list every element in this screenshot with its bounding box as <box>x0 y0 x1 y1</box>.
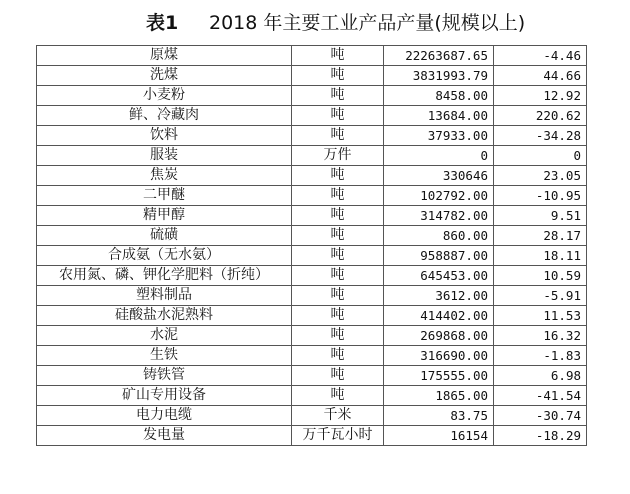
product-name-cell: 电力电缆 <box>37 406 292 426</box>
table-row <box>37 266 587 286</box>
table-row <box>37 246 587 266</box>
output-cell: 37933.00 <box>384 126 494 146</box>
output-cell: 3612.00 <box>384 286 494 306</box>
table-row <box>37 366 587 386</box>
production-table <box>36 45 587 446</box>
growth-rate-cell: 12.92 <box>494 86 587 106</box>
output-cell: 13684.00 <box>384 106 494 126</box>
table-row <box>37 306 587 326</box>
output-cell: 3831993.79 <box>384 66 494 86</box>
unit-cell: 吨 <box>292 286 384 306</box>
unit-cell: 吨 <box>292 226 384 246</box>
growth-rate-cell: -41.54 <box>494 386 587 406</box>
table-title: 2018 年主要工业产品产量(规模以上) <box>209 12 526 34</box>
output-cell: 314782.00 <box>384 206 494 226</box>
production-table-body <box>37 46 587 446</box>
product-name-cell: 服装 <box>37 146 292 166</box>
output-cell: 958887.00 <box>384 246 494 266</box>
unit-cell: 吨 <box>292 126 384 146</box>
unit-cell: 吨 <box>292 106 384 126</box>
unit-cell: 吨 <box>292 366 384 386</box>
table-row <box>37 166 587 186</box>
growth-rate-cell: 28.17 <box>494 226 587 246</box>
unit-cell: 吨 <box>292 306 384 326</box>
output-cell: 269868.00 <box>384 326 494 346</box>
table-row <box>37 66 587 86</box>
unit-cell: 万件 <box>292 146 384 166</box>
product-name-cell: 生铁 <box>37 346 292 366</box>
table-row <box>37 126 587 146</box>
output-cell: 83.75 <box>384 406 494 426</box>
product-name-cell: 硅酸盐水泥熟料 <box>37 306 292 326</box>
growth-rate-cell: -5.91 <box>494 286 587 306</box>
table-row <box>37 386 587 406</box>
product-name-cell: 原煤 <box>37 46 292 66</box>
table-number: 表1 <box>146 12 179 34</box>
product-name-cell: 二甲醚 <box>37 186 292 206</box>
growth-rate-cell: -30.74 <box>494 406 587 426</box>
table-row <box>37 346 587 366</box>
growth-rate-cell: 44.66 <box>494 66 587 86</box>
product-name-cell: 硫磺 <box>37 226 292 246</box>
output-cell: 860.00 <box>384 226 494 246</box>
unit-cell: 吨 <box>292 86 384 106</box>
output-cell: 0 <box>384 146 494 166</box>
unit-cell: 吨 <box>292 346 384 366</box>
growth-rate-cell: 0 <box>494 146 587 166</box>
unit-cell: 吨 <box>292 266 384 286</box>
growth-rate-cell: 10.59 <box>494 266 587 286</box>
unit-cell: 吨 <box>292 186 384 206</box>
output-cell: 16154 <box>384 426 494 446</box>
table-row <box>37 206 587 226</box>
unit-cell: 吨 <box>292 386 384 406</box>
table-row <box>37 186 587 206</box>
table-row <box>37 426 587 446</box>
product-name-cell: 矿山专用设备 <box>37 386 292 406</box>
growth-rate-cell: 220.62 <box>494 106 587 126</box>
product-name-cell: 农用氮、磷、钾化学肥料（折纯） <box>37 266 292 286</box>
unit-cell: 万千瓦小时 <box>292 426 384 446</box>
product-name-cell: 发电量 <box>37 426 292 446</box>
growth-rate-cell: 11.53 <box>494 306 587 326</box>
product-name-cell: 铸铁管 <box>37 366 292 386</box>
output-cell: 22263687.65 <box>384 46 494 66</box>
unit-cell: 吨 <box>292 206 384 226</box>
output-cell: 102792.00 <box>384 186 494 206</box>
growth-rate-cell: -4.46 <box>494 46 587 66</box>
table-row <box>37 146 587 166</box>
growth-rate-cell: 18.11 <box>494 246 587 266</box>
unit-cell: 吨 <box>292 326 384 346</box>
output-cell: 645453.00 <box>384 266 494 286</box>
output-cell: 8458.00 <box>384 86 494 106</box>
output-cell: 414402.00 <box>384 306 494 326</box>
output-cell: 316690.00 <box>384 346 494 366</box>
growth-rate-cell: -34.28 <box>494 126 587 146</box>
unit-cell: 吨 <box>292 66 384 86</box>
growth-rate-cell: 23.05 <box>494 166 587 186</box>
output-cell: 330646 <box>384 166 494 186</box>
output-cell: 175555.00 <box>384 366 494 386</box>
growth-rate-cell: 6.98 <box>494 366 587 386</box>
growth-rate-cell: 16.32 <box>494 326 587 346</box>
unit-cell: 吨 <box>292 246 384 266</box>
unit-cell: 千米 <box>292 406 384 426</box>
growth-rate-cell: -18.29 <box>494 426 587 446</box>
output-cell: 1865.00 <box>384 386 494 406</box>
product-name-cell: 塑料制品 <box>37 286 292 306</box>
product-name-cell: 鲜、冷藏肉 <box>37 106 292 126</box>
product-name-cell: 合成氨（无水氨） <box>37 246 292 266</box>
table-row <box>37 106 587 126</box>
product-name-cell: 水泥 <box>37 326 292 346</box>
product-name-cell: 洗煤 <box>37 66 292 86</box>
table-caption <box>0 8 630 38</box>
product-name-cell: 小麦粉 <box>37 86 292 106</box>
growth-rate-cell: -10.95 <box>494 186 587 206</box>
table-row <box>37 406 587 426</box>
table-row <box>37 46 587 66</box>
table-row <box>37 286 587 306</box>
product-name-cell: 焦炭 <box>37 166 292 186</box>
table-row <box>37 86 587 106</box>
product-name-cell: 精甲醇 <box>37 206 292 226</box>
table-row <box>37 326 587 346</box>
unit-cell: 吨 <box>292 46 384 66</box>
growth-rate-cell: 9.51 <box>494 206 587 226</box>
growth-rate-cell: -1.83 <box>494 346 587 366</box>
unit-cell: 吨 <box>292 166 384 186</box>
table-row <box>37 226 587 246</box>
product-name-cell: 饮料 <box>37 126 292 146</box>
